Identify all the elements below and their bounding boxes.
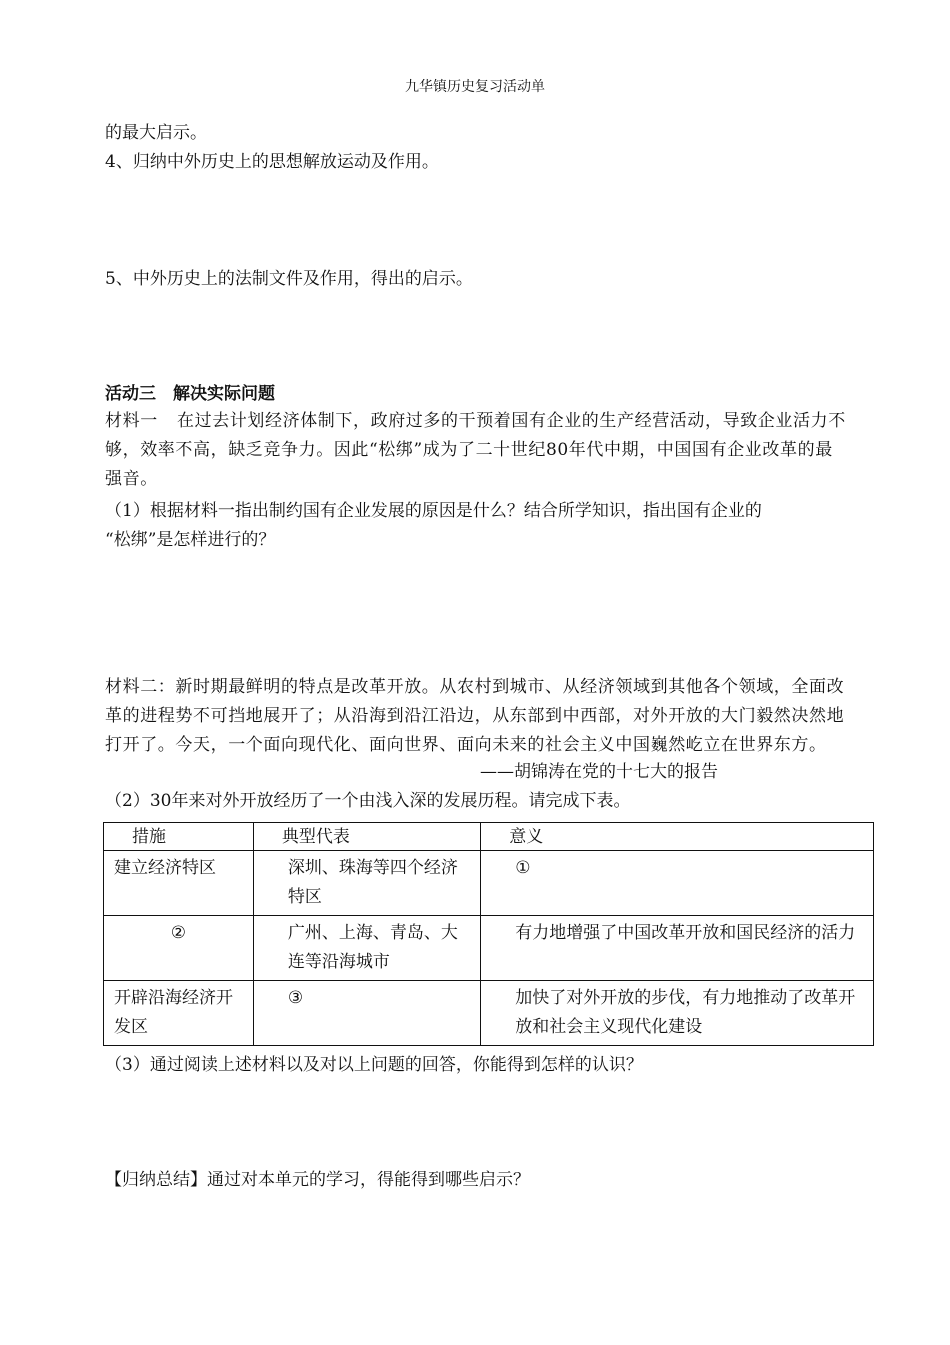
table-cell-significance: 有力地增强了中国改革开放和国民经济的活力 bbox=[481, 916, 874, 981]
table-row bbox=[104, 981, 874, 1046]
table-header-measure: 措施 bbox=[104, 823, 254, 851]
page-header-title: 九华镇历史复习活动单 bbox=[405, 79, 545, 95]
question-2: （2）30年来对外开放经历了一个由浅入深的发展历程。请完成下表。 bbox=[105, 791, 631, 811]
table-header-significance: 意义 bbox=[481, 823, 874, 851]
continuation-text: 的最大启示。 bbox=[105, 123, 207, 143]
table-cell-representative: ③ bbox=[253, 981, 480, 1046]
material-2-text: 材料二：新时期最鲜明的特点是改革开放。从农村到城市、从经济领域到其他各个领域，全面改革的进程势不可挡地展开了；从沿海到沿江沿边，从东部到中西部，对外开放的大门毅然决然地打开了。今天，一个面向现代化、面向世界、面向未来的社会主义中国巍然屹立在世界东方。 bbox=[105, 677, 845, 755]
material-1-label: 材料一 bbox=[105, 411, 158, 431]
question-5: 5、中外历史上的法制文件及作用，得出的启示。 bbox=[105, 269, 473, 289]
material-2-source: ——胡锦涛在党的十七大的报告 bbox=[480, 762, 718, 782]
question-4: 4、归纳中外历史上的思想解放运动及作用。 bbox=[105, 152, 439, 172]
activity-3-heading: 活动三 解决实际问题 bbox=[105, 384, 275, 404]
table-row bbox=[104, 851, 874, 916]
table-header-representative: 典型代表 bbox=[253, 823, 480, 851]
question-1-line-2: “松绑”是怎样进行的？ bbox=[105, 530, 276, 550]
material-1 bbox=[105, 407, 850, 494]
table-cell-representative: 深圳、珠海等四个经济特区 bbox=[253, 851, 480, 916]
summary bbox=[105, 1168, 530, 1192]
material-2 bbox=[105, 673, 850, 760]
table-cell-measure: 开辟沿海经济开发区 bbox=[104, 981, 254, 1046]
table-row bbox=[104, 916, 874, 981]
summary-label: 【归纳总结】 bbox=[105, 1170, 207, 1190]
question-3: （3）通过阅读上述材料以及对以上问题的回答，你能得到怎样的认识？ bbox=[105, 1055, 643, 1075]
table-cell-significance: 加快了对外开放的步伐，有力地推动了改革开放和社会主义现代化建设 bbox=[481, 981, 874, 1046]
table-cell-representative: 广州、上海、青岛、大连等沿海城市 bbox=[253, 916, 480, 981]
table-cell-significance: ① bbox=[481, 851, 874, 916]
table-header-row bbox=[104, 823, 874, 851]
opening-up-table bbox=[103, 822, 874, 1046]
material-1-text: 在过去计划经济体制下，政府过多的干预着国有企业的生产经营活动，导致企业活力不够，效率不高，缺乏竞争力。因此“松绑”成为了二十世纪80年代中期，中国国有企业改革的最强音。 bbox=[105, 411, 846, 489]
question-1-line-1: （1）根据材料一指出制约国有企业发展的原因是什么？结合所学知识，指出国有企业的 bbox=[105, 501, 762, 521]
table-cell-measure: 建立经济特区 bbox=[104, 851, 254, 916]
table-cell-measure: ② bbox=[104, 916, 254, 981]
summary-text: 通过对本单元的学习，得能得到哪些启示？ bbox=[207, 1170, 530, 1190]
